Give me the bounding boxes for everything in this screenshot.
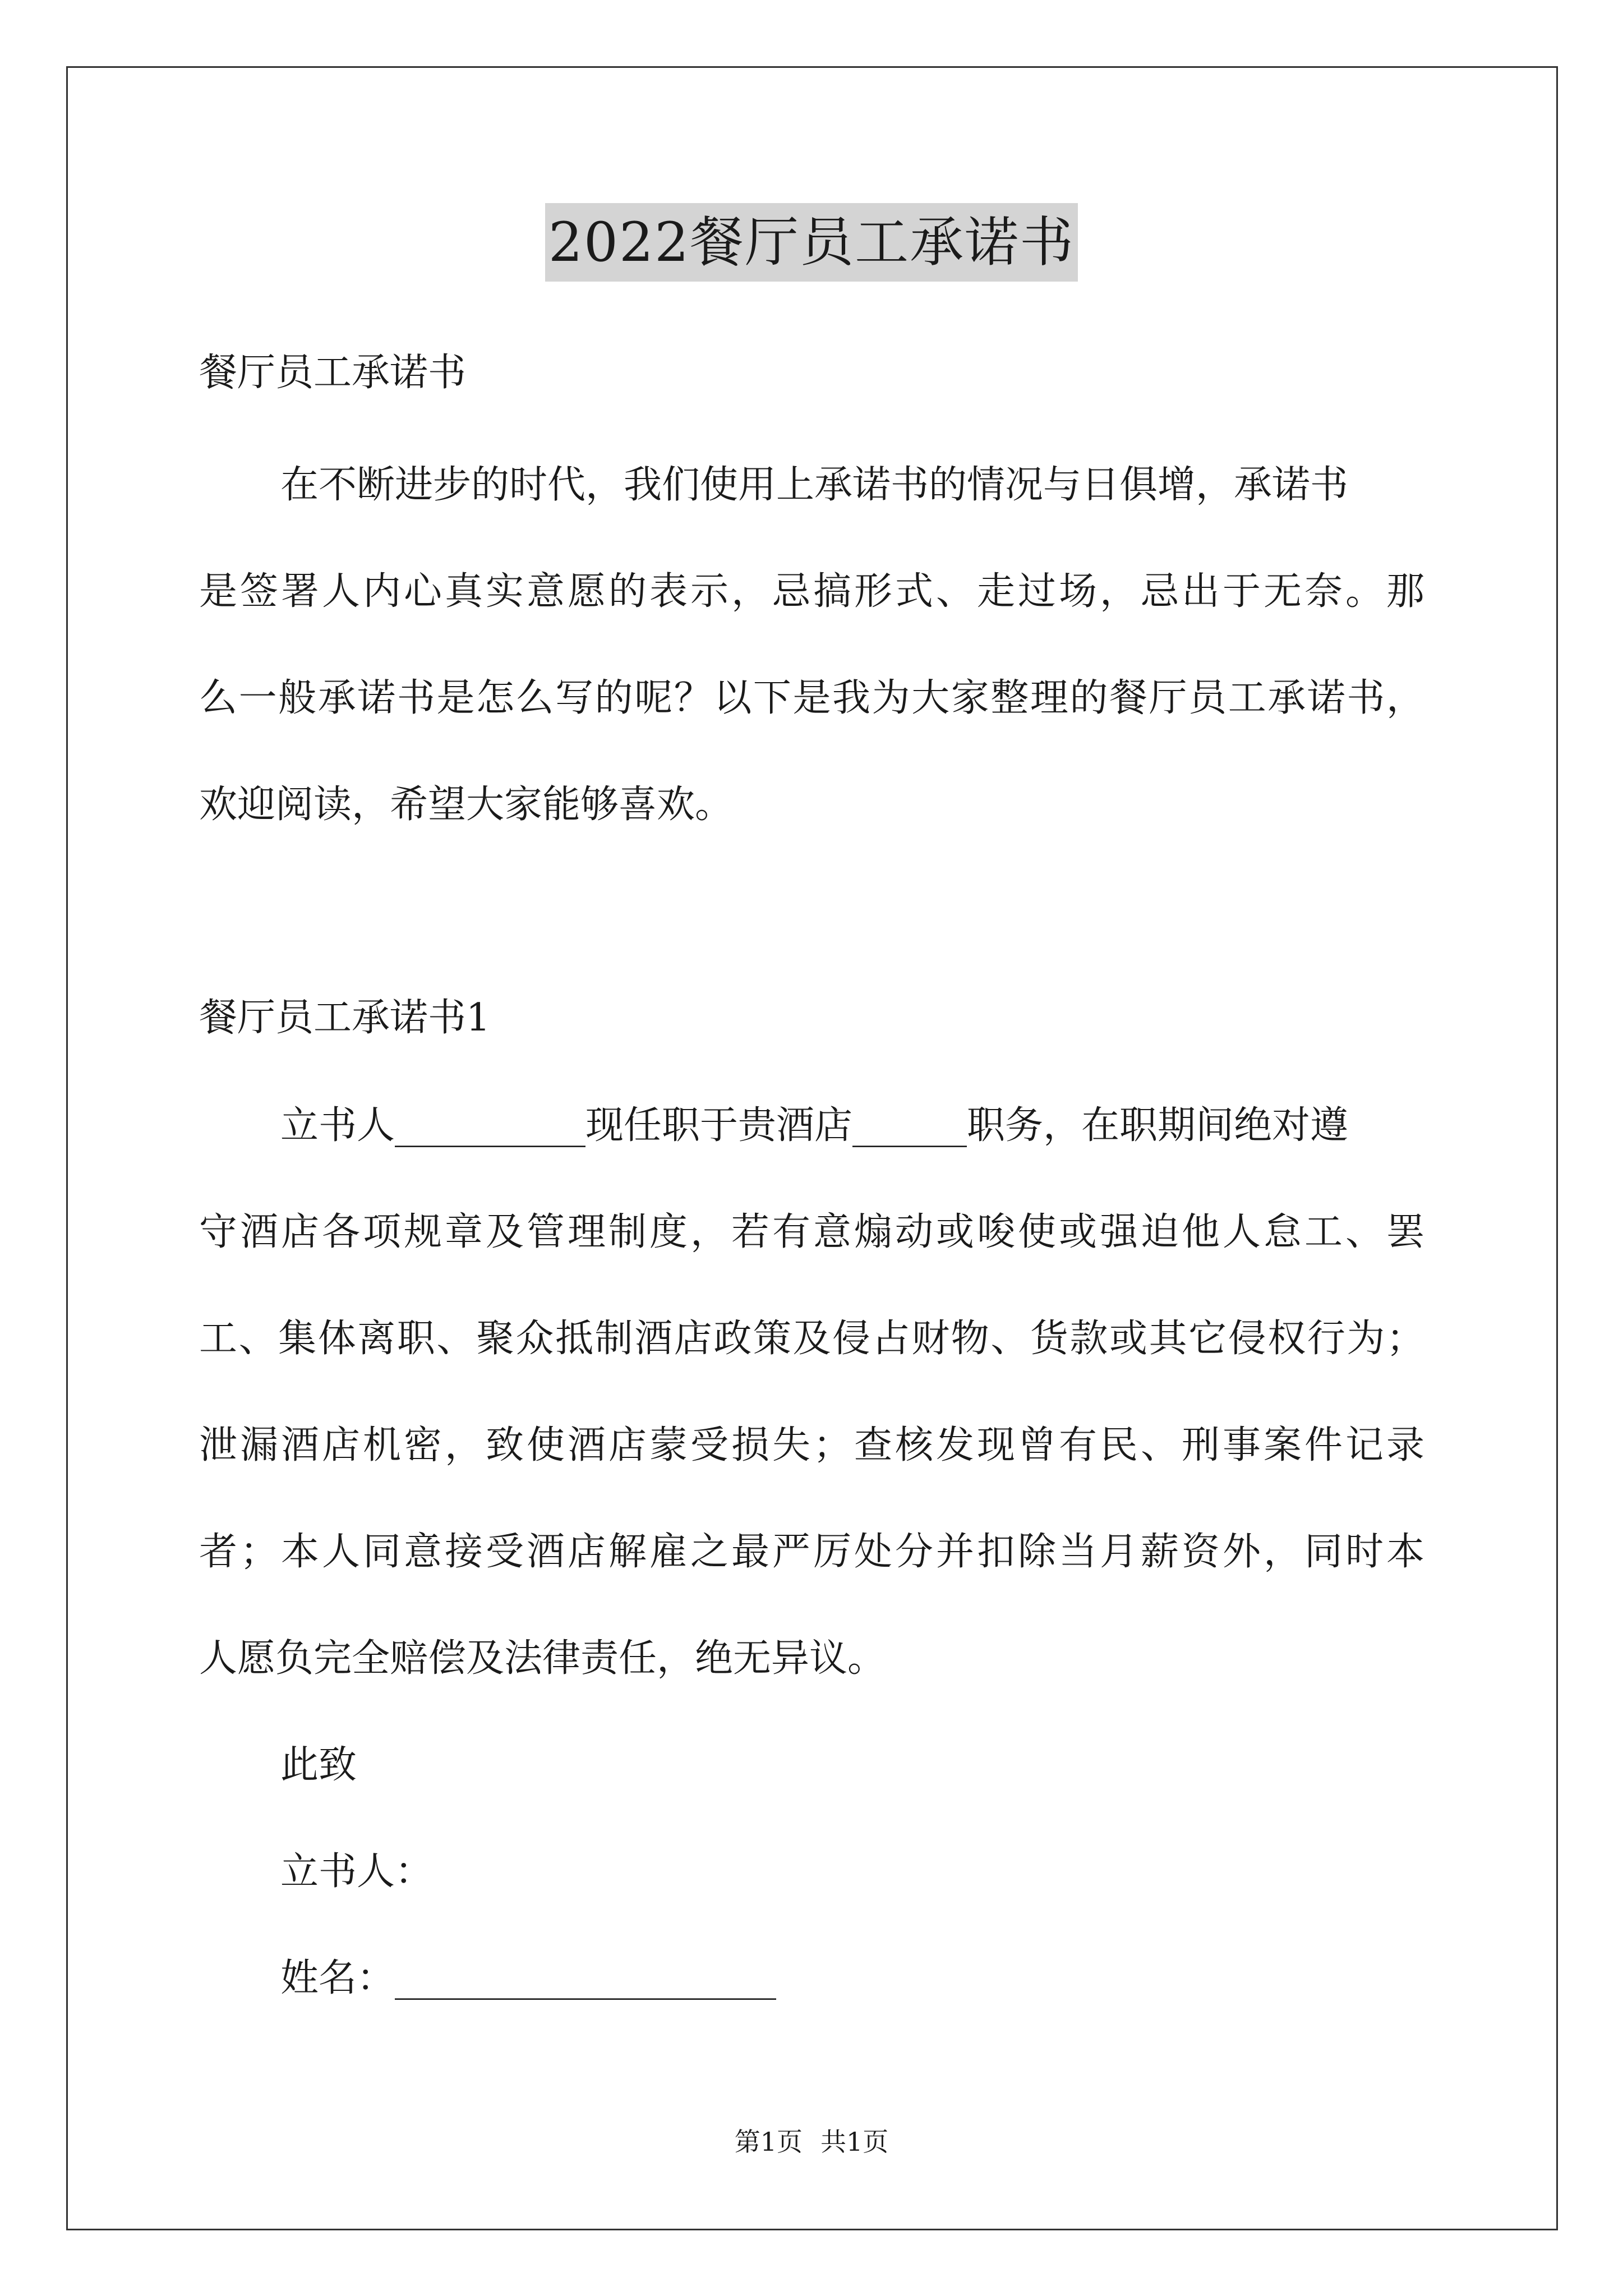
document-title: 2022餐厅员工承诺书 — [545, 203, 1078, 282]
section-heading: 餐厅员工承诺书 — [199, 351, 467, 395]
body-line-1: 立书人__________现任职于贵酒店______职务，在职期间绝对遵 — [280, 1103, 1349, 1148]
body-line-2: 守酒店各项规章及管理制度，若有意煽动或唆使或强迫他人怠工、罢 — [199, 1210, 1424, 1254]
body-line-3: 工、集体离职、聚众抵制酒店政策及侵占财物、货款或其它侵权行为； — [199, 1317, 1424, 1361]
intro-line-1: 在不断进步的时代，我们使用上承诺书的情况与日俱增，承诺书 — [280, 463, 1349, 507]
intro-line-4: 欢迎阅读，希望大家能够喜欢。 — [199, 783, 734, 827]
intro-line-2: 是签署人内心真实意愿的表示，忌搞形式、走过场，忌出于无奈。那 — [199, 569, 1424, 614]
closing-line: 此致 — [280, 1743, 357, 1787]
body-line-4: 泄漏酒店机密，致使酒店蒙受损失；查核发现曾有民、刑事案件记录 — [199, 1423, 1424, 1467]
name-field-line: 姓名：____________________ — [280, 1956, 777, 2000]
body-line-6: 人愿负完全赔偿及法律责任，绝无异议。 — [199, 1636, 886, 1681]
section-heading-1: 餐厅员工承诺书1 — [199, 996, 491, 1040]
title-container — [0, 203, 1623, 282]
page-footer — [0, 2125, 1623, 2159]
intro-line-3: 么一般承诺书是怎么写的呢？以下是我为大家整理的餐厅员工承诺书， — [199, 676, 1424, 720]
signer-label: 立书人： — [280, 1849, 434, 1894]
body-line-5: 者；本人同意接受酒店解雇之最严厉处分并扣除当月薪资外，同时本 — [199, 1530, 1424, 1574]
page-total: 共1页 — [820, 2127, 889, 2157]
page-number: 第1页 — [734, 2127, 803, 2157]
